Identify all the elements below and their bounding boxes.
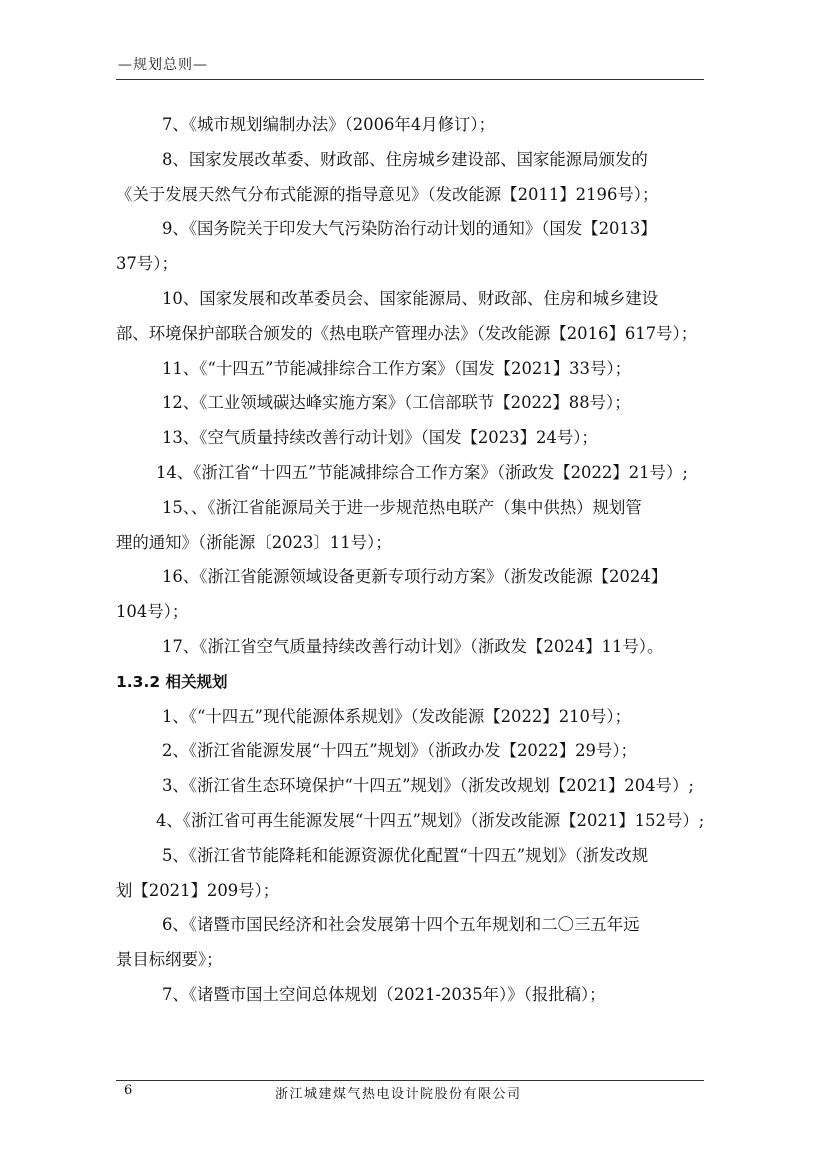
footer-company-name: 浙江城建煤气热电设计院股份有限公司 [275, 1087, 522, 1102]
list-item-continuation: 37号）； [116, 254, 178, 274]
list-item: 14、《浙江省“十四五”节能减排综合工作方案》（浙政发【2022】21号）; [156, 462, 688, 482]
footer-divider [116, 1080, 704, 1081]
list-item: 5、《浙江省节能降耗和能源资源优化配置“十四五”规划》（浙发改规 [162, 845, 649, 865]
page-number: 6 [124, 1083, 133, 1098]
list-item-continuation: 划【2021】209号）； [116, 880, 280, 900]
list-item: 4、《浙江省可再生能源发展“十四五”规划》（浙发改能源【2021】152号）; [156, 810, 705, 830]
list-item: 16、《浙江省能源领域设备更新专项行动方案》（浙发改能源【2024】 [162, 567, 668, 587]
list-item: 13、《空气质量持续改善行动计划》（国发【2023】24号）； [162, 428, 598, 448]
list-item-continuation: 《关于发展天然气分布式能源的指导意见》（发改能源【2011】2196号）； [116, 184, 659, 204]
list-item: 15、、《浙江省能源局关于进一步规范热电联产（集中供热）规划管 [162, 497, 642, 517]
section-heading: 1.3.2 相关规划 [116, 672, 228, 691]
list-item: 7、《城市规划编制办法》（2006年4月修订）； [162, 115, 495, 134]
list-item: 1、《“十四五”现代能源体系规划》（发改能源【2022】210号）； [162, 706, 631, 726]
list-item: 17、《浙江省空气质量持续改善行动计划》（浙政发【2024】11号）。 [162, 636, 664, 656]
header-divider [116, 79, 704, 80]
list-item: 10、国家发展和改革委员会、国家能源局、财政部、住房和城乡建设 [162, 288, 659, 308]
list-item: 7、《诸暨市国土空间总体规划（2021-2035年）》（报批稿）； [162, 984, 606, 1004]
list-item-continuation: 部、环境保护部联合颁发的《热电联产管理办法》（发改能源【2016】617号）； [116, 323, 698, 343]
list-item: 12、《工业领域碳达峰实施方案》（工信部联节【2022】88号）； [162, 393, 631, 413]
list-item: 8、国家发展改革委、财政部、住房城乡建设部、国家能源局颁发的 [162, 149, 648, 169]
running-header: —规划总则— [118, 57, 208, 73]
list-item: 3、《浙江省生态环境保护“十四五”规划》（浙发改规划【2021】204号）; [162, 776, 694, 796]
list-item-continuation: 景目标纲要》； [116, 950, 223, 970]
list-item-continuation: 理的通知》（浙能源〔2023〕11号）； [116, 532, 392, 552]
list-item: 11、《“十四五”节能减排综合工作方案》（国发【2021】33号）； [162, 358, 631, 378]
list-item: 2、《浙江省能源发展“十四五”规划》（浙政办发【2022】29号）； [162, 741, 637, 761]
list-item-continuation: 104号）； [116, 602, 189, 622]
list-item: 9、《国务院关于印发大气污染防治行动计划的通知》（国发【2013】 [162, 219, 657, 239]
document-body [116, 108, 704, 1013]
list-item: 6、《诸暨市国民经济和社会发展第十四个五年规划和二〇三五年远 [162, 915, 640, 935]
